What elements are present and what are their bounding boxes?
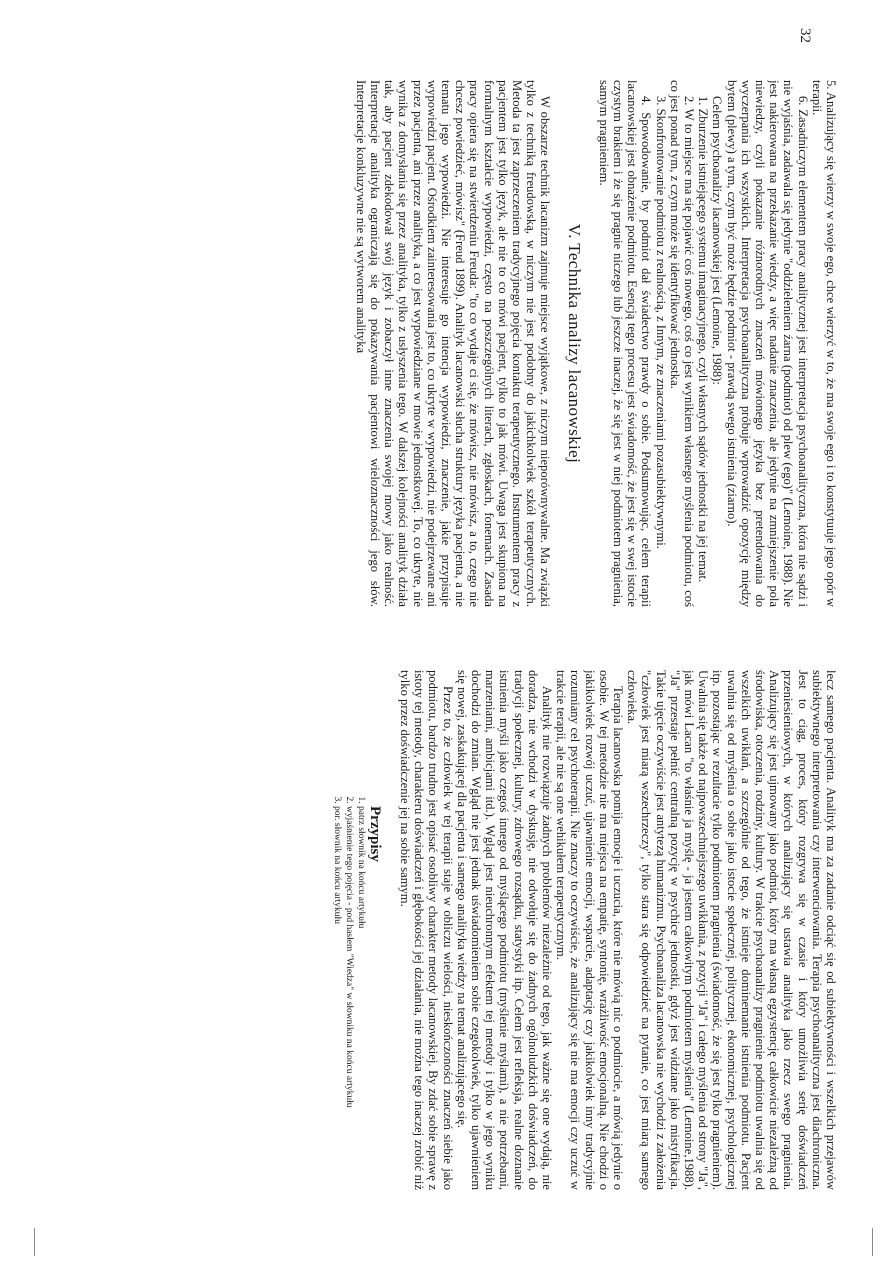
page-number: 32 bbox=[797, 28, 813, 43]
right-column bbox=[38, 670, 838, 1190]
paragraph: Celem psychoanalizy lacanowskiej jest (Lemoine, 1988): bbox=[710, 96, 725, 385]
paragraph: Terapia lacanowska pomija emocje i uczucia, które nie mówią nic o podmiocie, a mówią jedynie o osobie. W tej metodzie nie ma miejsca na empatię, syntonię, wrażliwość emocjonalną. Nie chodzi o jakikolwiek rozwój uczuć, ujawnienie emocji, wsparcie, adaptację czy jakikolwiek inny tradycyjnie rozumiany cel psychoterapii. Nie znaczy to oczywiście, że analizujący się nie ma emocji czy uczuć w trakcie terapii, ale nie są one wehikułem terapeutycznym. bbox=[554, 670, 625, 1190]
paragraph: 1. Zburzenie istniejącego systemu imaginacyjnego, czyli własnych sądów jednostki na jej temat. bbox=[696, 96, 711, 583]
left-column bbox=[38, 80, 838, 607]
scan-mark bbox=[872, 1228, 873, 1256]
paragraph: 5. Analizujący się wierzy w swoje ego, chce wierzyć w to, że ma swoje ego i to konstytuuje jego opór w terapii. bbox=[809, 80, 838, 607]
footnotes-title: Przypisy bbox=[366, 806, 383, 862]
footnote-item: 3. por. słownik na końcu artykułu bbox=[332, 806, 344, 1190]
paragraph: 6. Zasadniczym elementem pracy analitycznej jest interpretacja psychoanalityczna, która nie sądzi i nie wyjaśnia, zadawala się jedynie "oddzieleniem źarna (podmiot) od plew (ego)" (Lemoine, 1988). Nie jest nakierowana na przekazanie wiedzy, a więc nadanie znaczenia, ale jedynie na zmniejszenie pola niewiedzy, czyli pokazanie różnorodnych znaczeń mówionego języka bez pretendowania do wyczerpania ich wszystkich. Interpretacja psychoanalityczna próbuje wprowadzić opozycję między bytem (plewy) a tym, czym być może będzie podmiot - prawdą swego istnienia (ziarno). bbox=[724, 80, 810, 607]
paragraph: Analityk nie rozwiązuje żadnych problemów niezależnie od tego, jak ważne się one wydają, nie doradza, nie wchodzi w dyskusję, nie odwołuje się do żadnych ogólnoludzkich doświadczeń, do tradycji społecznej, kultury, zdrowego rozsądku, statystyki itp. Celem jest refleksja, realne doznanie istnienia myśli jako czegoś innego od myślącego podmiotu (myślenie myślami), a nie potrzebami, marzeniami, ambicjami itd.). Wgląd jest nieuchronnym efektem tej metody i tylko w jego wyniku dochodzi do zmian. Wgląd nie jest jednak uświadomieniem sobie czegokolwiek, tylko ujawnieniem się nowej, zaskakującej dla pacjenta i samego analityka wiedzy na temat analizującego się. bbox=[454, 670, 554, 1190]
footnotes bbox=[332, 670, 382, 1190]
paragraph: 2. W to miejsce ma się pojawić coś nowego, coś co jest wynikiem własnego myślenia podmiotu, coś co jest ponad tym, z czym może się identyfikować jednostka. bbox=[667, 80, 696, 607]
scan-mark bbox=[34, 1228, 35, 1256]
footnote-item: 1. patrz słownik na końcu artykułu bbox=[356, 806, 368, 1190]
paragraph: 3. Skonfrontowanie podmiotu z realnością, z Innym, ze znaczeniami pozasubiektywnymi. bbox=[653, 96, 668, 549]
section-heading: V. Technika analizy lacanowskiej bbox=[564, 223, 584, 464]
paragraph: Przez to, że człowiek w tej terapii staje w obliczu wielości, nieskończoności znaczeń siebie jako podmiotu, bardzo trudno jest opisać osobliwy charakter metody lacanowskiej. By zdać sobie sprawę z istoty tej metody, charakteru doświadczeń i głębokości jej działania, nie można tego inaczej zrobić niż tylko przez doświadczenie jej na sobie samym. bbox=[397, 670, 455, 1190]
footnote-item: 2. wyjaśnienie tego pojęcia - pod hasłem "Wiedza" w słowniku na końcu artykułu bbox=[344, 806, 356, 1190]
paragraph: lecz samego pacjenta. Analityk ma za zadanie odciąć się od subiektywności i wszelkich przejawów subiektywnego interpretowania czy interwenciowania. Terapia psychoanalityczna jest diachroniczna. Jest to ciąg, proces, który rozgrywa się w czasie i który umożliwia serię doświadczeń przeniesieniowych, w których analizujący się ustawia analityka jako rzecz swego pragnienia. Analizujący się jest ujmowany jako podmiot, który ma własną egzystencję całkowicie niezależną od środowiska, otoczenia, rodziny, kultury. W trakcie psychoanalizy pragnienie podmiotu uwalnia się od wszelkich uwikłań, a szczególnie od tego, że istnieje dominemanie istnienia podmiotu. Pacjent uwalnia się od myślenia o sobie jako istocie społecznej, politycznej, ekonomicznej, psychologicznej itp. pozostając w rezultacie tylko podmiotem pragnienia (świadomość, że się jest tylko pragnieniem). Uwalnia się także od najpowszechniejszego uwikłania, z pozycji "Ja" i całego myślenia od strony "Ja", jak mówi Lacan "to właśnie ja myślę - ja jestem całkowitym podmiotem myślenia" (Lemoine,1988). "Ja" przestaje pełnić centralną pozycję w psychice jednostki, gdyż jest widziane jako mistyfikacja. Takie ujęcie oczywiście jest antytezą humanizmu. Psychoanaliza lacanowska nie wychodzi z założenia "człowiek jest miarą wszechrzeczy", tylko stara się odpowiedzieć na pytanie, co jest miarą samego człowieka. bbox=[625, 670, 838, 1190]
footnote-list bbox=[332, 790, 368, 1190]
paragraph: 4. Spowodowanie, by podmiot dał świadectwo prawdy o sobie. Podsumowując, celem terapii lacanowskiej jest obnażenie podmiotu. Esencją tego procesu jest świadomość, że jest się w swej istocie czystym brakiem i że się pragnie niczego lub jeszcze inaczej, że się jest w niej podmiotem pragnienia, samym pragnieniem. bbox=[596, 80, 654, 607]
paragraph: W obszarze technik lacanizm zajmuje miejsce wyjątkowe, z niczym nieporównywalne. Ma związki tylko z techniką freudowską, w niczym nie jest podobny do jakichkolwiek szkół terapeutycznych. Metoda ta jest zaprzeczeniem tradycyjnego pojęcia kontaktu terapeutycznego. Instrumentem pracy z pacjentem jest tylko język, ale nie to co mówi pacjent, tylko to jak mówi. Uwaga jest skupiona na formalnym kształcie wypowiedzi, często na poszczególnych literach, zgłoskach, fonemach. Zasada pracy opiera się na stwierdzeniu Freuda: "to co wydaje ci się, że mówisz, nie mówisz, a to, czego nie chcesz powiedzieć, mówisz" (Freud 1899). Analityk lacanowski słucha struktury języka pacjenta, a nie tematu jego wypowiedzi. Nie interesuje go intencja wypowiedzi, znaczenie, jakie przypisuje wypowiedzi pacjent. Ośrodkiem zainteresowania jest to, co ukryte w wypowiedzi, nie podejrzewane ani przez pacjenta, ani przez analityka, a co jest wypowiedziane w mowie jednostkowej. To, co ukryte, nie wynika z domysłania się przez analityka, tylko z usłyszenia tego. W dalszej kolejności analityk działa tak, aby pacjent zdekodował swój język i zobaczył inne znaczenia swojej mowy jako realność. Interpretacje analityka ograniczają się do pokazywania pacjentowi wieloznaczności jego słów. Interpretacje konkluzywne nie są wytworem analityka bbox=[353, 80, 553, 607]
